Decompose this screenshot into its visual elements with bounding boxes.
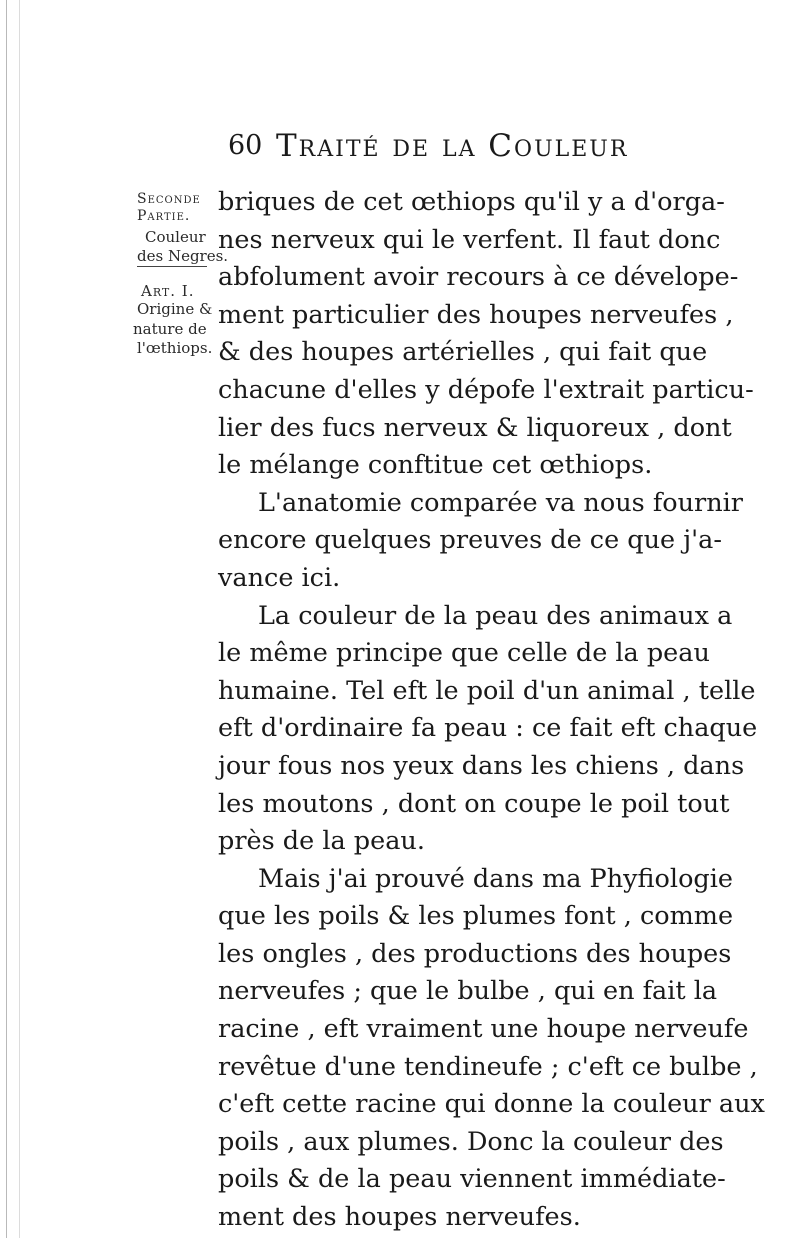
text-line: le même principe que celle de la peau xyxy=(218,638,710,669)
text-line: Mais j'ai prouvé dans ma Phyfiologie xyxy=(258,863,733,894)
text-line: c'eft cette racine qui donne la couleur aux xyxy=(218,1089,765,1120)
margin-note-section: Seconde xyxy=(137,191,201,207)
text-line: vance ici. xyxy=(218,562,341,593)
text-line: les moutons , dont on coupe le poil tout xyxy=(218,788,730,819)
text-line: le mélange conftitue cet œthiops. xyxy=(218,450,653,481)
text-line: ment des houpes nerveufes. xyxy=(218,1202,581,1233)
text-line: humaine. Tel eft le poil d'un animal , telle xyxy=(218,675,756,706)
paragraph xyxy=(218,184,754,485)
text-line: les ongles , des productions des houpes xyxy=(218,938,732,969)
paragraph xyxy=(218,861,765,1237)
text-line: lier des fucs nerveux & liquoreux , dont xyxy=(218,412,732,443)
margin-note-rule xyxy=(137,266,207,267)
text-line: poils , aux plumes. Donc la couleur des xyxy=(218,1126,724,1157)
text-line: jour fous nos yeux dans les chiens , dans xyxy=(218,750,745,781)
running-head xyxy=(228,128,688,164)
margin-note-article: Art. I. xyxy=(141,282,195,300)
running-title: Traité de la Couleur xyxy=(276,128,629,164)
scan-edge-line xyxy=(6,0,7,1238)
text-line: poils & de la peau viennent immédiate- xyxy=(218,1164,726,1195)
text-line: chacune d'elles y dépofe l'extrait particu- xyxy=(218,374,754,405)
margin-note-subject: l'œthiops. xyxy=(137,339,213,357)
text-line: ment particulier des houpes nerveufes , xyxy=(218,299,734,330)
text-line: nes nerveux qui le verfent. Il faut donc xyxy=(218,224,721,255)
text-line: briques de cet œthiops qu'il y a d'orga- xyxy=(218,187,725,217)
text-line: racine , eft vraiment une houpe nerveufe xyxy=(218,1014,749,1045)
text-line: & des houpes artérielles , qui fait que xyxy=(218,337,708,368)
text-line: près de la peau. xyxy=(218,826,425,857)
margin-note-subject: Origine & xyxy=(137,300,213,318)
text-line: nerveufes ; que le bulbe , qui en fait la xyxy=(218,976,718,1007)
text-line: eft d'ordinaire fa peau : ce fait eft chaque xyxy=(218,713,758,744)
margin-note-subject: nature de xyxy=(133,320,207,338)
text-line: encore quelques preuves de ce que j'a- xyxy=(218,525,722,556)
text-line: revêtue d'une tendineufe ; c'eft ce bulbe , xyxy=(218,1051,758,1082)
body-text xyxy=(218,184,765,1237)
scan-edge-line xyxy=(19,0,20,1238)
text-line: que les poils & les plumes font , comme xyxy=(218,901,734,932)
paragraph xyxy=(218,485,743,598)
text-line: abfolument avoir recours à ce dévelope- xyxy=(218,262,739,293)
margin-note-topic: Couleur xyxy=(145,228,206,246)
page-number: 60 xyxy=(228,130,263,161)
margin-note-part: Partie. xyxy=(137,208,191,224)
margin-note-topic: des Negres. xyxy=(137,247,229,265)
text-line: L'anatomie comparée va nous fournir xyxy=(258,487,743,518)
text-line: La couleur de la peau des animaux a xyxy=(258,600,733,631)
paragraph xyxy=(218,598,758,861)
